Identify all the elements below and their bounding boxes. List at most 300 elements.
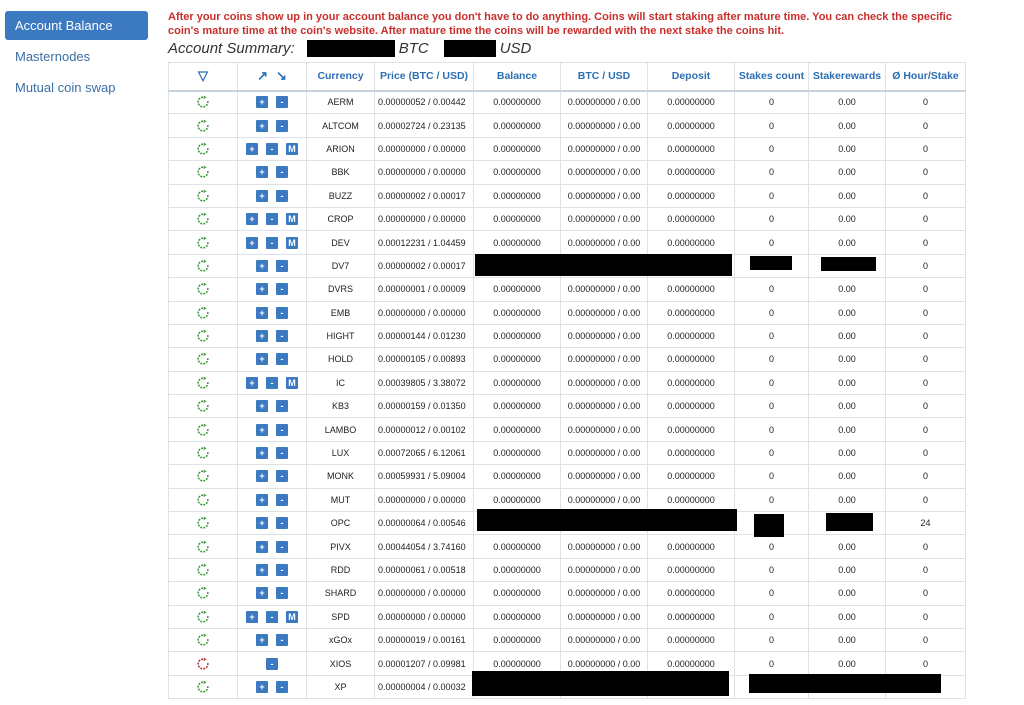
currency-cell: ARION [307, 137, 375, 160]
col-stakes-count[interactable]: Stakes count [735, 63, 809, 91]
stakerewards-cell: 0.00 [809, 395, 886, 418]
deposit-cell: 0.00000000 [648, 348, 735, 371]
masternode-button[interactable]: M [286, 237, 298, 249]
sidebar-item-masternodes[interactable]: Masternodes [15, 49, 91, 64]
stakes-count-cell: 0 [735, 231, 809, 254]
remove-button[interactable]: - [276, 587, 288, 599]
price-cell: 0.00000105 / 0.00893 [375, 348, 474, 371]
remove-button[interactable]: - [266, 213, 278, 225]
hour-stake-cell: 0 [886, 652, 966, 675]
btc-usd-cell: 0.00000000 / 0.00 [561, 137, 648, 160]
currency-cell: HIGHT [307, 324, 375, 347]
remove-button[interactable]: - [276, 541, 288, 553]
deposit-cell: 0.00000000 [648, 207, 735, 230]
price-cell: 0.00000064 / 0.00546 [375, 512, 474, 535]
price-cell: 0.00072065 / 6.12061 [375, 441, 474, 464]
balance-cell: 0.00000000 [474, 488, 561, 511]
balance-cell: 0.00000000 [474, 628, 561, 651]
price-cell: 0.00000000 / 0.00000 [375, 137, 474, 160]
trend-up-icon[interactable]: ↗ [257, 68, 268, 84]
refresh-icon[interactable] [196, 142, 210, 156]
stakerewards-cell: 0.00 [809, 535, 886, 558]
table-row [169, 371, 966, 394]
table-row [169, 582, 966, 605]
remove-button[interactable]: - [266, 377, 278, 389]
action-buttons-cell [238, 371, 307, 394]
stake-status-cell [169, 582, 238, 605]
action-buttons-cell [238, 465, 307, 488]
hour-stake-cell: 0 [886, 254, 966, 277]
filter-icon[interactable]: ▽ [169, 63, 238, 91]
col-price[interactable]: Price (BTC / USD) [375, 63, 474, 91]
refresh-icon[interactable] [196, 446, 210, 460]
refresh-icon[interactable] [196, 165, 210, 179]
currency-cell: LUX [307, 441, 375, 464]
stake-status-cell [169, 675, 238, 698]
table-row [169, 348, 966, 371]
sidebar-item-mutual-coin-swap[interactable]: Mutual coin swap [15, 80, 116, 95]
action-buttons-cell [238, 512, 307, 535]
remove-button[interactable]: - [276, 400, 288, 412]
add-button[interactable]: + [256, 494, 268, 506]
stakerewards-cell: 0.00 [809, 207, 886, 230]
deposit-cell: 0.00000000 [648, 184, 735, 207]
hour-stake-cell: 0 [886, 278, 966, 301]
deposit-cell: 0.00000000 [648, 558, 735, 581]
masternode-button[interactable]: M [286, 143, 298, 155]
add-button[interactable]: + [256, 353, 268, 365]
trend-down-icon[interactable]: ↘ [276, 68, 287, 84]
refresh-icon[interactable] [196, 563, 210, 577]
price-cell: 0.00000000 / 0.00000 [375, 605, 474, 628]
sidebar-item-account-balance[interactable]: Account Balance [5, 11, 148, 40]
btc-usd-cell: 0.00000000 / 0.00 [561, 91, 648, 114]
redaction-bar [754, 514, 784, 537]
hour-stake-cell: 0 [886, 465, 966, 488]
refresh-icon[interactable] [196, 423, 210, 437]
add-button[interactable]: + [246, 213, 258, 225]
price-cell: 0.00000061 / 0.00518 [375, 558, 474, 581]
deposit-cell: 0.00000000 [648, 582, 735, 605]
action-buttons-cell [238, 628, 307, 651]
btc-usd-cell: 0.00000000 / 0.00 [561, 441, 648, 464]
add-button[interactable]: + [256, 424, 268, 436]
balance-cell: 0.00000000 [474, 558, 561, 581]
stake-status-cell [169, 465, 238, 488]
price-cell: 0.00000012 / 0.00102 [375, 418, 474, 441]
remove-button[interactable]: - [276, 447, 288, 459]
remove-button[interactable]: - [266, 237, 278, 249]
add-button[interactable]: + [256, 517, 268, 529]
remove-button[interactable]: - [276, 283, 288, 295]
redaction-bar [821, 257, 876, 271]
remove-button[interactable]: - [276, 564, 288, 576]
table-row [169, 91, 966, 114]
stakes-count-cell: 0 [735, 558, 809, 581]
btc-usd-cell: 0.00000000 / 0.00 [561, 207, 648, 230]
refresh-icon[interactable] [196, 610, 210, 624]
stakerewards-cell: 0.00 [809, 324, 886, 347]
add-button[interactable]: + [246, 377, 258, 389]
add-button[interactable]: + [256, 96, 268, 108]
stakerewards-cell: 0.00 [809, 137, 886, 160]
stake-status-cell [169, 137, 238, 160]
stakerewards-cell: 0.00 [809, 652, 886, 675]
price-cell: 0.00000052 / 0.00442 [375, 91, 474, 114]
stake-status-cell [169, 254, 238, 277]
btc-usd-cell: 0.00000000 / 0.00 [561, 605, 648, 628]
stakerewards-cell: 0.00 [809, 418, 886, 441]
refresh-icon[interactable] [196, 189, 210, 203]
stake-status-cell [169, 207, 238, 230]
action-buttons-cell [238, 161, 307, 184]
action-buttons-cell [238, 301, 307, 324]
stakerewards-cell: 0.00 [809, 605, 886, 628]
add-button[interactable]: + [256, 470, 268, 482]
currency-cell: DEV [307, 231, 375, 254]
stake-status-cell [169, 371, 238, 394]
add-button[interactable]: + [256, 283, 268, 295]
action-buttons-cell [238, 418, 307, 441]
deposit-cell: 0.00000000 [648, 324, 735, 347]
redaction-bar [750, 256, 792, 270]
balance-cell: 0.00000000 [474, 395, 561, 418]
add-button[interactable]: + [256, 400, 268, 412]
col-deposit[interactable]: Deposit [648, 63, 735, 91]
masternode-button[interactable]: M [286, 377, 298, 389]
currency-cell: MUT [307, 488, 375, 511]
deposit-cell: 0.00000000 [648, 441, 735, 464]
action-buttons-cell [238, 675, 307, 698]
btc-usd-cell: 0.00000000 / 0.00 [561, 348, 648, 371]
stake-status-cell [169, 301, 238, 324]
stake-status-cell [169, 395, 238, 418]
stake-status-cell [169, 652, 238, 675]
refresh-icon[interactable] [196, 259, 210, 273]
hour-stake-cell: 0 [886, 582, 966, 605]
stakerewards-cell: 0.00 [809, 628, 886, 651]
stakes-count-cell: 0 [735, 207, 809, 230]
refresh-icon[interactable] [196, 586, 210, 600]
redacted-btc-total [307, 40, 395, 57]
table-row [169, 137, 966, 160]
action-buttons-cell [238, 91, 307, 114]
btc-usd-cell: 0.00000000 / 0.00 [561, 184, 648, 207]
currency-cell: KB3 [307, 395, 375, 418]
remove-button[interactable]: - [266, 658, 278, 670]
stake-status-cell [169, 114, 238, 137]
table-row [169, 465, 966, 488]
refresh-icon[interactable] [196, 306, 210, 320]
deposit-cell: 0.00000000 [648, 535, 735, 558]
hour-stake-cell: 0 [886, 184, 966, 207]
table-row [169, 628, 966, 651]
hour-stake-cell: 0 [886, 137, 966, 160]
add-button[interactable]: + [256, 447, 268, 459]
action-buttons-cell [238, 535, 307, 558]
price-cell: 0.00000144 / 0.01230 [375, 324, 474, 347]
currency-cell: MONK [307, 465, 375, 488]
action-buttons-cell [238, 441, 307, 464]
btc-usd-cell: 0.00000000 / 0.00 [561, 535, 648, 558]
refresh-icon[interactable] [196, 469, 210, 483]
masternode-button[interactable]: M [286, 611, 298, 623]
refresh-icon[interactable] [196, 236, 210, 250]
stakes-count-cell: 0 [735, 278, 809, 301]
action-buttons-cell [238, 278, 307, 301]
balance-cell: 0.00000000 [474, 582, 561, 605]
refresh-icon[interactable] [196, 329, 210, 343]
refresh-icon[interactable] [196, 352, 210, 366]
balance-cell: 0.00000000 [474, 605, 561, 628]
stakerewards-cell: 0.00 [809, 231, 886, 254]
add-button[interactable]: + [256, 166, 268, 178]
remove-button[interactable]: - [276, 166, 288, 178]
hour-stake-cell: 0 [886, 114, 966, 137]
price-cell: 0.00000000 / 0.00000 [375, 301, 474, 324]
refresh-icon[interactable] [196, 399, 210, 413]
remove-button[interactable]: - [276, 353, 288, 365]
action-buttons-cell [238, 254, 307, 277]
add-button[interactable]: + [246, 237, 258, 249]
currency-cell: ALTCOM [307, 114, 375, 137]
table-row [169, 605, 966, 628]
refresh-icon[interactable] [196, 282, 210, 296]
btc-usd-cell: 0.00000000 / 0.00 [561, 558, 648, 581]
action-buttons-cell [238, 488, 307, 511]
stake-status-cell [169, 512, 238, 535]
balance-cell: 0.00000000 [474, 441, 561, 464]
currency-cell: BBK [307, 161, 375, 184]
add-button[interactable]: + [256, 587, 268, 599]
stake-status-cell [169, 535, 238, 558]
remove-button[interactable]: - [276, 260, 288, 272]
col-currency[interactable]: Currency [307, 63, 375, 91]
table-row [169, 441, 966, 464]
stake-status-cell [169, 628, 238, 651]
stakes-count-cell: 0 [735, 418, 809, 441]
currency-cell: XP [307, 675, 375, 698]
add-button[interactable]: + [256, 681, 268, 693]
staking-notice: After your coins show up in your account balance you don't have to do anything. Coins will start staking after mature time. You can check the specific coin's mature time at the coin's website. After mature time the coins will be rewarded with the next stake the coins hit. [168, 11, 952, 37]
balance-cell: 0.00000000 [474, 652, 561, 675]
currency-cell: xGOx [307, 628, 375, 651]
currency-cell: AERM [307, 91, 375, 114]
col-hour-stake[interactable]: Ø Hour/Stake [886, 63, 966, 91]
price-cell: 0.00000019 / 0.00161 [375, 628, 474, 651]
balance-cell: 0.00000000 [474, 535, 561, 558]
btc-usd-cell: 0.00000000 / 0.00 [561, 161, 648, 184]
stakerewards-cell: 0.00 [809, 488, 886, 511]
hour-stake-cell: 0 [886, 231, 966, 254]
stake-status-cell [169, 441, 238, 464]
hour-stake-cell: 0 [886, 605, 966, 628]
currency-cell: SPD [307, 605, 375, 628]
stake-status-cell [169, 91, 238, 114]
hour-stake-cell: 0 [886, 418, 966, 441]
deposit-cell: 0.00000000 [648, 605, 735, 628]
hour-stake-cell: 0 [886, 488, 966, 511]
balance-cell: 0.00000000 [474, 465, 561, 488]
table-row [169, 418, 966, 441]
btc-usd-cell: 0.00000000 / 0.00 [561, 278, 648, 301]
deposit-cell: 0.00000000 [648, 137, 735, 160]
remove-button[interactable]: - [276, 307, 288, 319]
stakes-count-cell: 0 [735, 605, 809, 628]
masternode-button[interactable]: M [286, 213, 298, 225]
hour-stake-cell: 0 [886, 395, 966, 418]
remove-button[interactable]: - [276, 330, 288, 342]
stakes-count-cell: 0 [735, 324, 809, 347]
action-buttons-cell [238, 605, 307, 628]
stakerewards-cell: 0.00 [809, 184, 886, 207]
price-cell: 0.00039805 / 3.38072 [375, 371, 474, 394]
refresh-icon[interactable] [196, 493, 210, 507]
table-row [169, 558, 966, 581]
action-buttons-cell [238, 137, 307, 160]
action-buttons-cell [238, 582, 307, 605]
hour-stake-cell: 0 [886, 301, 966, 324]
btc-usd-cell: 0.00000000 / 0.00 [561, 395, 648, 418]
refresh-icon[interactable] [196, 633, 210, 647]
add-button[interactable]: + [246, 611, 258, 623]
price-cell: 0.00001207 / 0.09981 [375, 652, 474, 675]
price-cell: 0.00000002 / 0.00017 [375, 184, 474, 207]
stake-status-cell [169, 161, 238, 184]
refresh-icon[interactable] [196, 212, 210, 226]
balance-cell: 0.00000000 [474, 91, 561, 114]
table-row [169, 231, 966, 254]
trend-sort-header[interactable] [238, 63, 307, 91]
redaction-bar [477, 509, 737, 531]
stake-status-cell [169, 278, 238, 301]
remove-button[interactable]: - [266, 143, 278, 155]
hour-stake-cell: 0 [886, 348, 966, 371]
remove-button[interactable]: - [276, 470, 288, 482]
remove-button[interactable]: - [276, 681, 288, 693]
stakes-count-cell: 0 [735, 652, 809, 675]
stake-status-cell [169, 231, 238, 254]
table-row [169, 301, 966, 324]
action-buttons-cell [238, 324, 307, 347]
deposit-cell: 0.00000000 [648, 652, 735, 675]
table-row [169, 184, 966, 207]
remove-button[interactable]: - [276, 634, 288, 646]
btc-usd-cell: 0.00000000 / 0.00 [561, 114, 648, 137]
table-row [169, 395, 966, 418]
currency-cell: CROP [307, 207, 375, 230]
action-buttons-cell [238, 231, 307, 254]
add-button[interactable]: + [256, 307, 268, 319]
price-cell: 0.00000159 / 0.01350 [375, 395, 474, 418]
add-button[interactable]: + [256, 564, 268, 576]
redaction-bar [826, 513, 873, 531]
stakerewards-cell: 0.00 [809, 582, 886, 605]
deposit-cell: 0.00000000 [648, 161, 735, 184]
table-body [169, 91, 966, 699]
currency-cell: IC [307, 371, 375, 394]
balance-table [168, 62, 966, 699]
stake-status-cell [169, 418, 238, 441]
balance-table-wrapper [168, 62, 965, 699]
price-cell: 0.00000000 / 0.00000 [375, 488, 474, 511]
col-btc-usd[interactable]: BTC / USD [561, 63, 648, 91]
stakerewards-cell: 0.00 [809, 278, 886, 301]
balance-cell: 0.00000000 [474, 137, 561, 160]
btc-usd-cell: 0.00000000 / 0.00 [561, 231, 648, 254]
price-cell: 0.00000002 / 0.00017 [375, 254, 474, 277]
add-button[interactable]: + [256, 120, 268, 132]
add-button[interactable]: + [256, 330, 268, 342]
stakes-count-cell: 0 [735, 441, 809, 464]
refresh-icon[interactable] [196, 540, 210, 554]
hour-stake-cell: 0 [886, 207, 966, 230]
hour-stake-cell: 0 [886, 91, 966, 114]
btc-usd-cell: 0.00000000 / 0.00 [561, 465, 648, 488]
remove-button[interactable]: - [276, 190, 288, 202]
hour-stake-cell: 0 [886, 371, 966, 394]
price-cell: 0.00000000 / 0.00000 [375, 207, 474, 230]
account-summary [168, 38, 531, 58]
refresh-icon[interactable] [196, 680, 210, 694]
balance-cell: 0.00000000 [474, 231, 561, 254]
remove-button[interactable]: - [266, 611, 278, 623]
add-button[interactable]: + [256, 634, 268, 646]
refresh-icon[interactable] [196, 119, 210, 133]
add-button[interactable]: + [256, 541, 268, 553]
remove-button[interactable]: - [276, 96, 288, 108]
balance-cell: 0.00000000 [474, 161, 561, 184]
remove-button[interactable]: - [276, 494, 288, 506]
deposit-cell: 0.00000000 [648, 418, 735, 441]
add-button[interactable]: + [246, 143, 258, 155]
hour-stake-cell: 0 [886, 324, 966, 347]
deposit-cell: 0.00000000 [648, 395, 735, 418]
balance-cell: 0.00000000 [474, 418, 561, 441]
price-cell: 0.00012231 / 1.04459 [375, 231, 474, 254]
action-buttons-cell [238, 207, 307, 230]
col-balance[interactable]: Balance [474, 63, 561, 91]
currency-cell: LAMBO [307, 418, 375, 441]
stakerewards-cell: 0.00 [809, 371, 886, 394]
stakerewards-cell: 0.00 [809, 301, 886, 324]
currency-cell: BUZZ [307, 184, 375, 207]
stakes-count-cell: 0 [735, 137, 809, 160]
add-button[interactable]: + [256, 260, 268, 272]
table-row [169, 535, 966, 558]
refresh-icon[interactable] [196, 657, 210, 671]
col-stakerewards[interactable]: Stakerewards [809, 63, 886, 91]
stake-status-cell [169, 184, 238, 207]
currency-cell: HOLD [307, 348, 375, 371]
currency-cell: DV7 [307, 254, 375, 277]
currency-cell: RDD [307, 558, 375, 581]
add-button[interactable]: + [256, 190, 268, 202]
table-header-row [169, 63, 966, 91]
btc-usd-cell: 0.00000000 / 0.00 [561, 582, 648, 605]
refresh-icon[interactable] [196, 95, 210, 109]
refresh-icon[interactable] [196, 516, 210, 530]
remove-button[interactable]: - [276, 120, 288, 132]
price-cell: 0.00000004 / 0.00032 [375, 675, 474, 698]
remove-button[interactable]: - [276, 424, 288, 436]
remove-button[interactable]: - [276, 517, 288, 529]
refresh-icon[interactable] [196, 376, 210, 390]
deposit-cell: 0.00000000 [648, 301, 735, 324]
deposit-cell: 0.00000000 [648, 278, 735, 301]
action-buttons-cell [238, 395, 307, 418]
sidebar [5, 11, 148, 104]
